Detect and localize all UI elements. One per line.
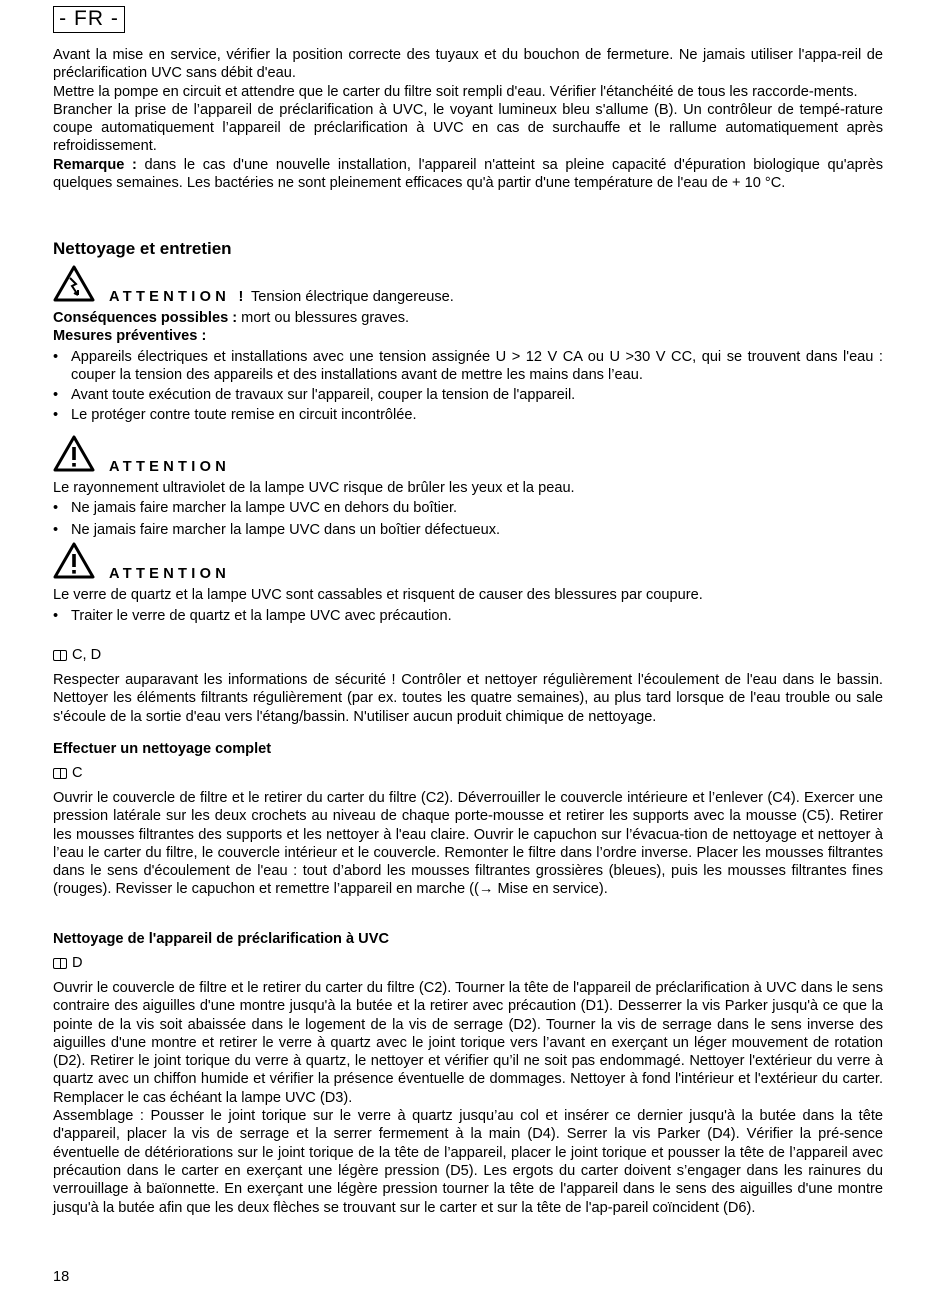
- uv-bullets: [53, 499, 883, 539]
- figure-reference-text: C: [72, 765, 83, 781]
- uvc-cleaning-text-1: Ouvrir le couvercle de filtre et le retirer du carter du filtre (C2). Tourner la tête de l'appareil de préclarification à UVC dans le sens contraire des aiguilles d'une montre jusqu'à la butée et la retirer avec précaution (D1). Desserrer la vis Parker jusqu'à ce que la pointe de la vis soit abaissée dans le logement de la vis de serrage (D2). Tourner la vis de serrage dans le sens inverse des aiguilles d'une montre et retirer le verre à quartz avec le joint torique vers l’avant en exerçant un léger mouvement de rotation (D2). Retirer le joint torique du verre à quartz, le nettoyer et vérifier qu’il ne soit pas endommagé. Nettoyer l'extérieur du verre à quartz avec un chiffon humide et vérifier la présence éventuelle de dommages. Nettoyer à fond l'intérieur et l'extérieur du carter. Remplacer le cas échéant la lampe UVC (D3).: [53, 980, 883, 1106]
- warning-electric-text: Tension électrique dangereuse.: [251, 289, 454, 305]
- book-icon: [53, 958, 67, 969]
- list-item: • Traiter le verre de quartz et la lampe UVC avec précaution.: [53, 607, 883, 625]
- list-item: • Ne jamais faire marcher la lampe UVC en dehors du boîtier.: [53, 499, 883, 517]
- full-cleaning-text: Ouvrir le couvercle de filtre et le retirer du carter du filtre (C2). Déverrouiller le couvercle intérieure et l’enlever (C4). Exercer une pression latérale sur les deux crochets au niveau de chaque porte-mousse et retirer les supports avec la mousse (C5). Retirer les mousses filtrantes des supports et les nettoyer à l'eau claire. Ouvrir le capuchon sur l’évacua-tion de nettoyage et nettoyer à l’eau le carter du filtre, le couvercle intérieur et le couvercle. Remonter le filtre dans l’ordre inverse. Placer les mousses filtrantes dans le sens d'écoulement de l'eau : tout d’abord les mousses filtrantes grossières (bleues), puis les mousses filtrantes fines (rouges). Revisser le capuchon et remettre l’appareil en marche ((→ Mise en service).: [53, 790, 883, 898]
- exclamation-warning-icon: [53, 542, 95, 580]
- warning-glass-text: Le verre de quartz et la lampe UVC sont cassables et risquent de causer des blessures par coupure.: [53, 587, 703, 603]
- warning-uv-text: Le rayonnement ultraviolet de la lampe UVC risque de brûler les yeux et la peau.: [53, 480, 575, 496]
- warning-glass-row: [53, 542, 883, 582]
- glass-bullets: [53, 607, 883, 625]
- language-tag: - FR -: [53, 6, 125, 33]
- uvc-cleaning-section: [53, 979, 883, 1217]
- warning-glass-label: ATTENTION: [109, 566, 231, 582]
- figure-reference-cd: [53, 646, 883, 664]
- consequences-line: [53, 309, 883, 327]
- uvc-cleaning-text-2: Assemblage : Pousser le joint torique sur le verre à quartz jusqu’au col et insérer ce dernier jusqu'à la butée dans la tête d'appareil, placer la vis de serrage et la serrer fermement à la main (D4). Serrer la vis Parker (D4). Vérifier la pré-sence éventuelle de détériorations sur le joint torique de la tête de l’appareil, placer le joint torique et pousser la tête de l’appareil avec précaution dans le carter en exerçant une légère pression (D5). Les ergots du carter doivent s’engager dans les rainures du verrouillage à baïonnette. En exerçant une légère pression tourner la tête de l'appareil dans le sens des aiguilles d'une montre jusqu'à la butée afin que les deux flèches se trouvant sur le carter et sur la tête de l'ap-pareil coïncident (D6).: [53, 1108, 883, 1216]
- intro-paragraph-2: Mettre la pompe en circuit et attendre que le carter du filtre soit rempli d'eau. Vérifier l'étanchéité de tous les raccorde-ments.: [53, 83, 858, 100]
- intro-paragraph-1: Avant la mise en service, vérifier la position correcte des tuyaux et du bouchon de fermeture. Ne jamais utiliser l'appa-reil de préclarification UVC sans débit d'eau.: [53, 47, 883, 82]
- warning-electric-row: [53, 265, 883, 305]
- measures-list: [53, 348, 883, 425]
- list-item: • Avant toute exécution de travaux sur l'appareil, couper la tension de l'appareil.: [53, 386, 883, 404]
- figure-reference-text: C, D: [72, 647, 102, 663]
- remark-label: Remarque :: [53, 156, 137, 173]
- consequences-label: Conséquences possibles :: [53, 310, 238, 326]
- warning-uv-details: [53, 479, 883, 539]
- warning-glass-details: [53, 586, 883, 626]
- subheading-uvc-cleaning: Nettoyage de l'appareil de préclarification à UVC: [53, 931, 389, 947]
- intro-remark: [53, 156, 883, 193]
- figure-reference-text: D: [72, 955, 83, 971]
- page-number: 18: [53, 1269, 70, 1285]
- section-heading-maintenance: Nettoyage et entretien: [53, 239, 232, 258]
- maintenance-general-text: Respecter auparavant les informations de sécurité ! Contrôler et nettoyer régulièrement l'écoulement de l'eau dans le bassin. Nettoyer les éléments filtrants régulièrement (par ex. toutes les quatre semaines), au plus tard lorsque de l'eau trouble ou sale s'écoule de la sortie d'eau vers l'étang/bassin. N'utiliser aucun produit chimique de nettoyage.: [53, 672, 883, 725]
- remark-text: dans le cas d'une nouvelle installation, l'appareil n'atteint sa pleine capacité d'épuration biologique qu'après quelques semaines. Les bactéries ne sont pleinement efficaces qu'à partir d'une température de l'eau de + 10 °C.: [53, 156, 883, 192]
- exclamation-warning-icon: [53, 435, 95, 473]
- list-item: • Le protéger contre toute remise en circuit incontrôlée.: [53, 406, 883, 424]
- intro-paragraph-3: Brancher la prise de l’appareil de préclarification à UVC, le voyant lumineux bleu s'allume (B). Un contrôleur de tempé-rature coupe automatiquement l’appareil de préclarification à UVC en cas de surchauffe et le rallume automatiquement après refroidissement.: [53, 101, 883, 155]
- list-item: • Ne jamais faire marcher la lampe UVC dans un boîtier défectueux.: [53, 521, 883, 539]
- warning-uv-label: ATTENTION: [109, 459, 231, 475]
- consequences-text: mort ou blessures graves.: [237, 310, 410, 326]
- warning-electric-label: ATTENTION !: [109, 289, 248, 305]
- subheading-full-cleaning: Effectuer un nettoyage complet: [53, 741, 272, 757]
- book-icon: [53, 768, 67, 779]
- measures-label: Mesures préventives :: [53, 328, 207, 345]
- intro-section: [53, 46, 883, 192]
- warning-uv-row: [53, 435, 883, 475]
- warning-electric-details: [53, 309, 883, 425]
- book-icon: [53, 650, 67, 661]
- list-item: • Appareils électriques et installations avec une tension assignée U > 12 V CA ou U >30 V CC, qui se trouvent dans l'eau : couper la tension des appareils et des installations avant de mettre les mains dans l’eau.: [53, 348, 883, 385]
- figure-reference-d: [53, 954, 883, 972]
- electric-warning-icon: [53, 265, 95, 303]
- figure-reference-c: [53, 764, 883, 782]
